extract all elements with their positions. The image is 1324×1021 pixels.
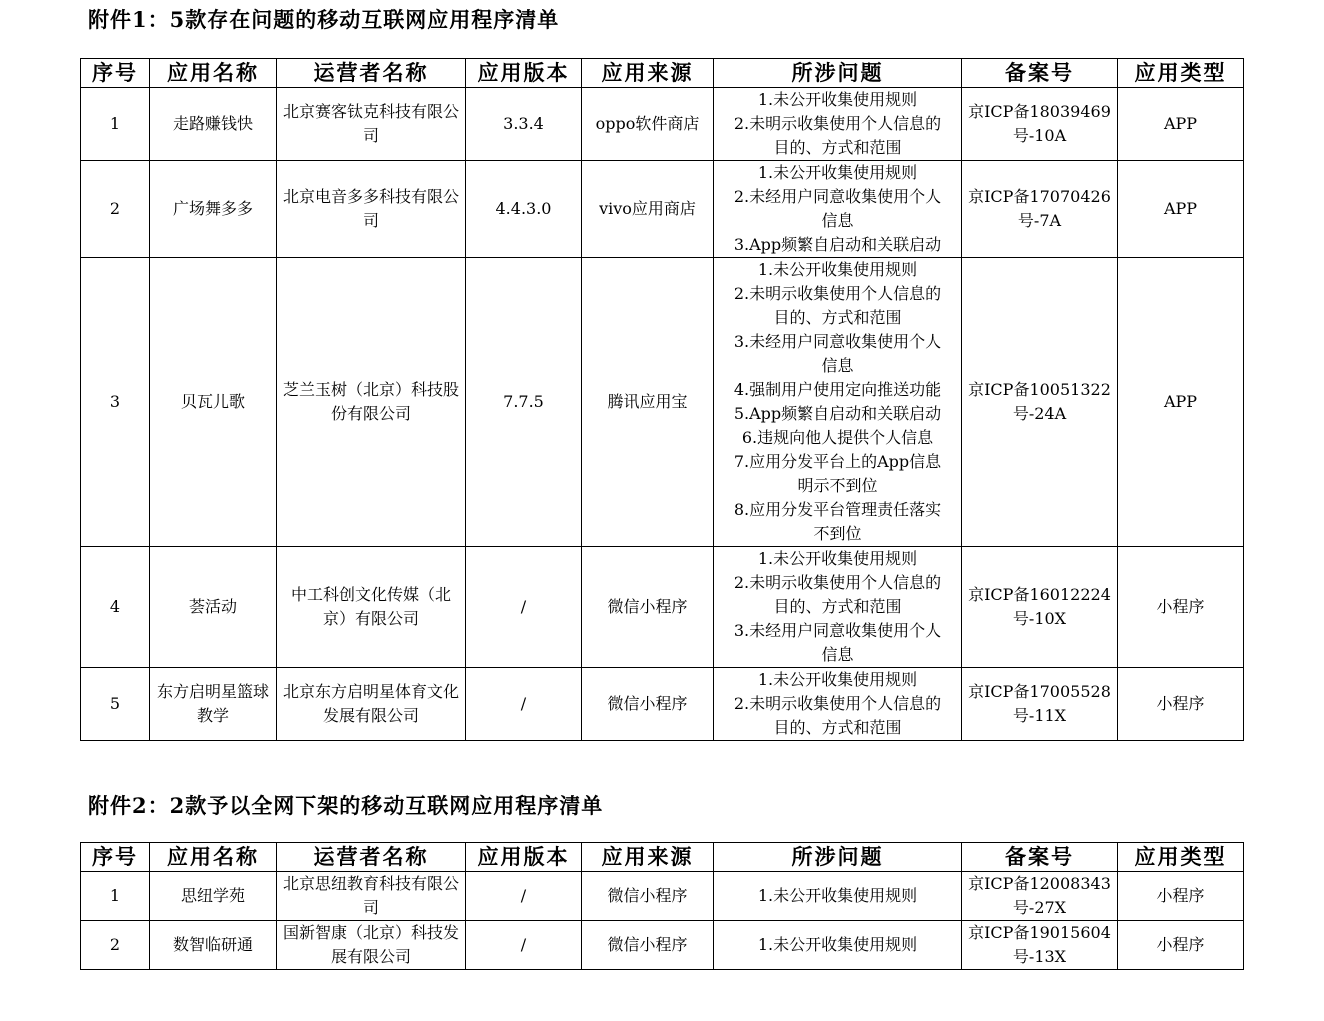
record-number-cell: 京ICP备17005528号-11X	[962, 668, 1118, 741]
header-source: 应用来源	[582, 59, 714, 88]
app-source-cell: 微信小程序	[582, 872, 714, 921]
issue-line: 不到位	[813, 524, 862, 543]
issue-line: 2.未明示收集使用个人信息的	[733, 284, 942, 303]
attachment2-title: 附件2：2款予以全网下架的移动互联网应用程序清单	[88, 793, 604, 818]
issue-line: 3.App频繁自启动和关联启动	[733, 235, 942, 254]
issue-line: 1.未公开收集使用规则	[757, 260, 918, 279]
table-row	[81, 921, 1244, 970]
issue-line: 2.未经用户同意收集使用个人	[733, 187, 942, 206]
issue-line: 7.应用分发平台上的App信息	[733, 452, 942, 471]
issue-line: 3.未经用户同意收集使用个人	[733, 621, 942, 640]
record-number-cell: 京ICP备17070426号-7A	[962, 161, 1118, 258]
issue-line: 1.未公开收集使用规则	[757, 90, 918, 109]
app-type-cell: APP	[1118, 161, 1244, 258]
issue-line: 2.未明示收集使用个人信息的	[733, 694, 942, 713]
issue-line: 3.未经用户同意收集使用个人	[733, 332, 942, 351]
issue-line: 6.违规向他人提供个人信息	[741, 428, 934, 447]
header-app-name: 应用名称	[150, 59, 277, 88]
table-row	[81, 547, 1244, 668]
issue-line: 5.App频繁自启动和关联启动	[733, 404, 942, 423]
issues-cell	[714, 872, 962, 921]
header-type: 应用类型	[1118, 59, 1244, 88]
app-source-cell: oppo软件商店	[582, 88, 714, 161]
app-version-cell: /	[466, 872, 582, 921]
issue-line: 2.未明示收集使用个人信息的	[733, 573, 942, 592]
operator-name-cell: 中工科创文化传媒（北京）有限公司	[277, 547, 466, 668]
header-record: 备案号	[962, 59, 1118, 88]
app-version-cell: 7.7.5	[466, 258, 582, 547]
issue-line: 1.未公开收集使用规则	[757, 163, 918, 182]
app-type-cell: 小程序	[1118, 547, 1244, 668]
header-no: 序号	[81, 843, 150, 872]
app-version-cell: 4.4.3.0	[466, 161, 582, 258]
row-number-cell: 1	[81, 88, 150, 161]
issues-cell	[714, 161, 962, 258]
issues-cell	[714, 921, 962, 970]
row-number-cell: 2	[81, 161, 150, 258]
app-source-cell: vivo应用商店	[582, 161, 714, 258]
issue-line: 目的、方式和范围	[773, 308, 902, 327]
header-no: 序号	[81, 59, 150, 88]
header-version: 应用版本	[466, 843, 582, 872]
issue-line: 8.应用分发平台管理责任落实	[733, 500, 942, 519]
attachment2-table	[80, 842, 1244, 970]
app-source-cell: 微信小程序	[582, 668, 714, 741]
operator-name-cell: 北京东方启明星体育文化发展有限公司	[277, 668, 466, 741]
app-name-cell: 广场舞多多	[150, 161, 277, 258]
issue-line: 目的、方式和范围	[773, 718, 902, 737]
table-header-row	[81, 59, 1244, 88]
attachment2-rows	[81, 872, 1244, 970]
attachment1-rows	[81, 88, 1244, 741]
row-number-cell: 2	[81, 921, 150, 970]
app-name-cell: 贝瓦儿歌	[150, 258, 277, 547]
issue-line: 信息	[821, 211, 854, 230]
header-app-name: 应用名称	[150, 843, 277, 872]
issue-line: 信息	[821, 645, 854, 664]
operator-name-cell: 北京思纽教育科技有限公司	[277, 872, 466, 921]
issue-line: 目的、方式和范围	[773, 597, 902, 616]
header-record: 备案号	[962, 843, 1118, 872]
header-issues: 所涉问题	[714, 59, 962, 88]
header-type: 应用类型	[1118, 843, 1244, 872]
issue-line: 4.强制用户使用定向推送功能	[733, 380, 942, 399]
app-type-cell: APP	[1118, 88, 1244, 161]
issue-line: 信息	[821, 356, 854, 375]
record-number-cell: 京ICP备16012224号-10X	[962, 547, 1118, 668]
operator-name-cell: 国新智康（北京）科技发展有限公司	[277, 921, 466, 970]
header-source: 应用来源	[582, 843, 714, 872]
record-number-cell: 京ICP备18039469号-10A	[962, 88, 1118, 161]
table-row	[81, 668, 1244, 741]
table-header-row	[81, 843, 1244, 872]
app-version-cell: /	[466, 921, 582, 970]
issue-line: 目的、方式和范围	[773, 138, 902, 157]
table-row	[81, 258, 1244, 547]
issue-line: 1.未公开收集使用规则	[757, 935, 918, 954]
record-number-cell: 京ICP备19015604号-13X	[962, 921, 1118, 970]
app-version-cell: /	[466, 668, 582, 741]
issue-line: 1.未公开收集使用规则	[757, 670, 918, 689]
app-name-cell: 思纽学苑	[150, 872, 277, 921]
issues-cell	[714, 258, 962, 547]
app-version-cell: 3.3.4	[466, 88, 582, 161]
app-type-cell: APP	[1118, 258, 1244, 547]
app-source-cell: 腾讯应用宝	[582, 258, 714, 547]
app-type-cell: 小程序	[1118, 872, 1244, 921]
app-source-cell: 微信小程序	[582, 547, 714, 668]
attachment1-table	[80, 58, 1244, 741]
header-issues: 所涉问题	[714, 843, 962, 872]
record-number-cell: 京ICP备12008343号-27X	[962, 872, 1118, 921]
record-number-cell: 京ICP备10051322号-24A	[962, 258, 1118, 547]
operator-name-cell: 芝兰玉树（北京）科技股份有限公司	[277, 258, 466, 547]
issues-cell	[714, 668, 962, 741]
issues-cell	[714, 88, 962, 161]
table-row	[81, 88, 1244, 161]
app-type-cell: 小程序	[1118, 921, 1244, 970]
issue-line: 1.未公开收集使用规则	[757, 886, 918, 905]
row-number-cell: 4	[81, 547, 150, 668]
issues-cell	[714, 547, 962, 668]
header-operator: 运营者名称	[277, 843, 466, 872]
header-operator: 运营者名称	[277, 59, 466, 88]
app-name-cell: 东方启明星篮球教学	[150, 668, 277, 741]
app-source-cell: 微信小程序	[582, 921, 714, 970]
app-type-cell: 小程序	[1118, 668, 1244, 741]
operator-name-cell: 北京赛客钛克科技有限公司	[277, 88, 466, 161]
table-row	[81, 872, 1244, 921]
header-version: 应用版本	[466, 59, 582, 88]
app-name-cell: 数智临研通	[150, 921, 277, 970]
issue-line: 2.未明示收集使用个人信息的	[733, 114, 942, 133]
row-number-cell: 5	[81, 668, 150, 741]
issue-line: 1.未公开收集使用规则	[757, 549, 918, 568]
app-name-cell: 荟活动	[150, 547, 277, 668]
table-row	[81, 161, 1244, 258]
operator-name-cell: 北京电音多多科技有限公司	[277, 161, 466, 258]
app-name-cell: 走路赚钱快	[150, 88, 277, 161]
attachment1-title: 附件1：5款存在问题的移动互联网应用程序清单	[88, 7, 560, 32]
row-number-cell: 1	[81, 872, 150, 921]
issue-line: 明示不到位	[797, 476, 878, 495]
app-version-cell: /	[466, 547, 582, 668]
row-number-cell: 3	[81, 258, 150, 547]
